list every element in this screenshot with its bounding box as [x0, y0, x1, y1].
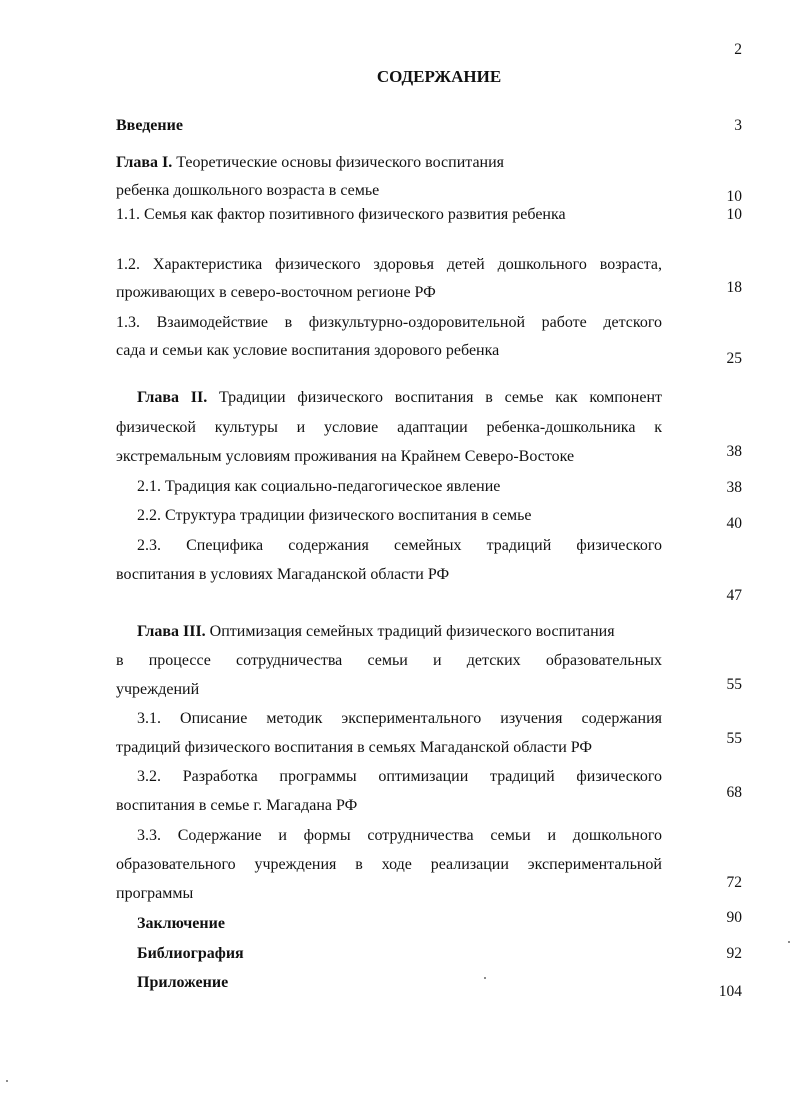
chapter-1-label: Глава I. — [116, 154, 173, 171]
toc-section-3-3-line3: программы — [116, 885, 194, 902]
toc-page-appendix: 104 — [718, 983, 742, 1000]
toc-section-3-1-line2: традиций физического воспитания в семьях Магаданской области РФ — [116, 739, 593, 756]
chapter-2-label: Глава II. — [137, 389, 208, 406]
toc-section-3-3-line2: образовательного учреждения в ходе реализации экспериментальной — [116, 856, 662, 873]
toc-entry-conclusion: Заключение — [137, 915, 225, 932]
toc-section-1-3-line1: 1.3. Взаимодействие в физкультурно-оздоровительной работе детского — [116, 314, 662, 331]
toc-chapter-2-line3: экстремальным условиям проживания на Крайнем Северо-Востоке — [116, 448, 575, 465]
toc-section-2-1: 2.1. Традиция как социально-педагогическое явление — [137, 478, 501, 495]
toc-section-2-3-line2: воспитания в условиях Магаданской области РФ — [116, 566, 450, 583]
toc-page-3-1: 55 — [726, 730, 742, 747]
toc-section-1-3-line2: сада и семьи как условие воспитания здорового ребенка — [116, 342, 500, 359]
scan-speck — [788, 941, 790, 943]
toc-section-2-2: 2.2. Структура традиции физического воспитания в семье — [137, 507, 532, 524]
scan-speck — [484, 977, 486, 979]
toc-page-intro: 3 — [734, 117, 742, 134]
toc-chapter-3-line3: учреждений — [116, 681, 200, 698]
toc-page-2-3: 47 — [726, 587, 742, 604]
toc-page-chapter-1: 10 — [726, 188, 742, 205]
toc-section-1-1: 1.1. Семья как фактор позитивного физического развития ребенка — [116, 206, 566, 223]
toc-section-3-3-line1: 3.3. Содержание и формы сотрудничества семьи и дошкольного — [137, 827, 662, 844]
toc-chapter-2-line2: физической культуры и условие адаптации ребенка-дошкольника к — [116, 419, 662, 436]
toc-entry-bibliography: Библиография — [137, 945, 244, 962]
toc-section-2-3-line1: 2.3. Специфика содержания семейных традиций физического — [137, 537, 662, 554]
toc-chapter-3-line1 — [137, 622, 615, 642]
toc-section-3-2-line2: воспитания в семье г. Магадана РФ — [116, 797, 358, 814]
toc-chapter-3-line2: в процессе сотрудничества семьи и детских образовательных — [116, 652, 662, 669]
toc-page-2-2: 40 — [726, 515, 742, 532]
toc-chapter-1-title — [116, 153, 504, 173]
page-title: СОДЕРЖАНИЕ — [376, 67, 502, 86]
toc-page-bibliography: 92 — [726, 945, 742, 962]
chapter-3-label: Глава III. — [137, 623, 206, 640]
toc-page-2-1: 38 — [726, 479, 742, 496]
toc-page-3-3: 72 — [726, 874, 742, 891]
toc-section-3-1-line1: 3.1. Описание методик экспериментального изучения содержания — [137, 710, 662, 727]
toc-entry-appendix: Приложение — [137, 974, 229, 991]
toc-chapter-2-line1 — [137, 388, 662, 408]
toc-page-3-2: 68 — [726, 784, 742, 801]
toc-section-1-2-line1: 1.2. Характеристика физического здоровья детей дошкольного возраста, — [116, 256, 662, 273]
toc-page-chapter-2: 38 — [726, 443, 742, 460]
toc-chapter-1-line2: ребенка дошкольного возраста в семье — [116, 182, 380, 199]
toc-page-conclusion: 90 — [726, 909, 742, 926]
toc-section-3-2-line1: 3.2. Разработка программы оптимизации традиций физического — [137, 768, 662, 785]
toc-section-1-2-line2: проживающих в северо-восточном регионе РФ — [116, 284, 436, 301]
toc-page-chapter-3: 55 — [726, 676, 742, 693]
toc-page-1-3: 25 — [726, 350, 742, 367]
chapter-2-text: Традиции физического воспитания в семье как компонент — [207, 389, 662, 406]
scan-speck — [6, 1080, 8, 1082]
toc-entry-intro: Введение — [116, 117, 183, 134]
toc-page-1-1: 10 — [726, 206, 742, 223]
toc-page-1-2: 18 — [726, 279, 742, 296]
chapter-3-text: Оптимизация семейных традиций физического воспитания — [205, 623, 615, 640]
chapter-1-text: Теоретические основы физического воспитания — [172, 154, 505, 171]
page-number: 2 — [734, 41, 742, 58]
